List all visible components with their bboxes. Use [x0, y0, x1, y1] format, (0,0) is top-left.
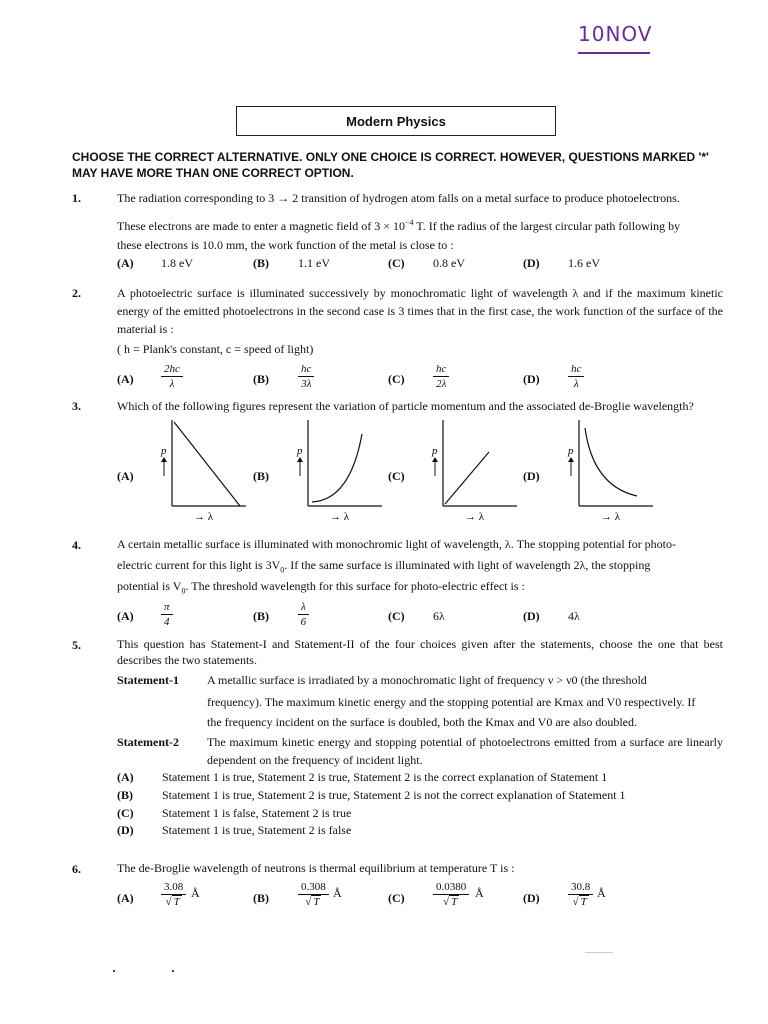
q6-opt-d-label: (D)	[523, 891, 540, 905]
q4-opt-b-label: (B)	[253, 609, 269, 623]
q6-opt-d-fraction: $\frac{30.8}{√ T}$	[568, 880, 593, 909]
q5-alt-d-text: Statement 1 is true, Statement 2 is false	[162, 823, 352, 837]
q6-opt-a-unit: Å	[191, 886, 200, 900]
q3-graph-a	[158, 414, 250, 526]
q2-options	[117, 362, 723, 398]
q5-alt-c-text: Statement 1 is false, Statement 2 is true	[162, 806, 352, 820]
q6-text: The de-Broglie wavelength of neutrons is thermal equilibrium at temperature T is :	[117, 861, 515, 875]
scan-artifact-dot	[113, 970, 115, 972]
q5-statement1-line2: frequency). The maximum kinetic energy and the stopping potential are Kmax and V0 respectively. If	[207, 695, 696, 709]
q3-graph-c-xlabel: → λ	[465, 511, 485, 523]
handwritten-underline	[578, 52, 650, 54]
q1-line1: The radiation corresponding to 3 → 2 transition of hydrogen atom falls on a metal surface to produce photoelectrons.	[117, 191, 680, 205]
q3-graph-d	[565, 414, 657, 526]
q4-opt-c-value: 6λ	[433, 609, 445, 623]
q5-text: This question has Statement-I and Statement-II of the four choices given after the statements, choose the one that best describes the two statements.	[117, 637, 723, 667]
q1-opt-c-label: (C)	[388, 256, 405, 270]
q2-opt-a-fraction: $\frac{2hc}{\lambda}$	[161, 362, 183, 391]
q2-note: ( h = Plank's constant, c = speed of light)	[117, 342, 314, 356]
q3-graph-b-xlabel: → λ	[330, 511, 350, 523]
q6-opt-a-fraction: $\frac{3.08}{√ T}$	[161, 880, 186, 909]
q1-options	[117, 256, 723, 276]
q3-graph-d-curve	[585, 428, 637, 496]
q5-statement1-line3: the frequency incident on the surface is doubled, both the Kmax and V0 are also doubled.	[207, 715, 637, 729]
scan-artifact-dot	[172, 970, 174, 972]
q1-opt-b-value: 1.1 eV	[298, 256, 330, 270]
q4-opt-d-value: 4λ	[568, 609, 580, 623]
q1-opt-a-label: (A)	[117, 256, 134, 270]
q3-opt-c-label: (C)	[388, 469, 405, 483]
q6-options	[117, 880, 723, 918]
q5-number: 5.	[72, 638, 81, 652]
q5-alt-a-text: Statement 1 is true, Statement 2 is true, Statement 2 is the correct explanation of Statement 1	[162, 770, 608, 784]
page-title: Modern Physics	[236, 106, 556, 136]
q1-opt-d-label: (D)	[523, 256, 540, 270]
q5-statement2-label: Statement-2	[117, 735, 179, 749]
q5-alt-b-text: Statement 1 is true, Statement 2 is true, Statement 2 is not the correct explanation of Statement 1	[162, 788, 626, 802]
q3-graph-a-curve	[174, 422, 240, 506]
q5-statement1-line1: A metallic surface is irradiated by a monochromatic light of frequency ν > ν0 (the threshold	[207, 673, 647, 687]
q2-opt-c-fraction: $\frac{hc}{2\lambda}$	[433, 362, 449, 391]
q6-opt-c-fraction: $\frac{0.0380}{√ T}$	[433, 880, 469, 909]
q5-statement2-text: The maximum kinetic energy and stopping potential of photoelectrons emitted from a surface are linearly dependent on the frequency of incident light.	[207, 735, 723, 767]
q5-statement1-label: Statement-1	[117, 673, 179, 687]
q1-line2: These electrons are made to enter a magnetic field of $3 \times 10^{-4}$ T. If the radius of the largest circular path following by	[117, 218, 681, 233]
q3-text: Which of the following figures represent the variation of particle momentum and the associated de-Broglie wavelength?	[117, 399, 694, 413]
q2-opt-d-label: (D)	[523, 372, 540, 386]
q3-graph-d-xlabel: → λ	[601, 511, 621, 523]
q1-opt-c-value: 0.8 eV	[433, 256, 465, 270]
q4-opt-a-fraction: $\frac{\pi}{4}$	[161, 600, 173, 629]
q4-line1: A certain metallic surface is illuminated with monochromic light of wavelength, λ. The stopping potential for photo-	[117, 537, 677, 551]
q5-alt-b-label: (B)	[117, 788, 133, 802]
q6-opt-a-label: (A)	[117, 891, 134, 905]
q4-line3: potential is $V_0$. The threshold wavelength for this surface for photo-electric effect is :	[117, 579, 525, 596]
q1-opt-a-value: 1.8 eV	[161, 256, 193, 270]
q6-opt-b-fraction: $\frac{0.308}{√ T}$	[298, 880, 329, 909]
q2-opt-a-label: (A)	[117, 372, 134, 386]
q2-number: 2.	[72, 286, 81, 300]
q5-alt-a-label: (A)	[117, 770, 134, 784]
q3-opt-d-label: (D)	[523, 469, 540, 483]
q6-opt-d-unit: Å	[597, 886, 606, 900]
q3-opt-a-label: (A)	[117, 469, 134, 483]
scan-artifact-line	[585, 952, 613, 953]
q4-number: 4.	[72, 538, 81, 552]
q4-opt-d-label: (D)	[523, 609, 540, 623]
q3-graph-c-ylabel: p	[432, 445, 438, 457]
q6-opt-c-unit: Å	[475, 886, 484, 900]
q3-graph-a-xlabel: → λ	[194, 511, 214, 523]
q4-opt-c-label: (C)	[388, 609, 405, 623]
q6-opt-b-label: (B)	[253, 891, 269, 905]
q2-opt-c-label: (C)	[388, 372, 405, 386]
instructions: CHOOSE THE CORRECT ALTERNATIVE. ONLY ONE CHOICE IS CORRECT. HOWEVER, QUESTIONS MARKED '*' MAY HAVE MORE THAN ONE CORRECT OPTION.	[72, 150, 709, 180]
q2-opt-b-fraction: $\frac{hc}{3\lambda}$	[298, 362, 314, 391]
q3-graph-b-ylabel: p	[297, 445, 303, 457]
q5-alt-c-label: (C)	[117, 806, 134, 820]
q1-line3: these electrons is 10.0 mm, the work function of the metal is close to :	[117, 238, 454, 252]
q3-graph-b-curve	[312, 434, 362, 502]
q4-options	[117, 600, 723, 634]
handwritten-note: 10NOV	[578, 22, 653, 46]
q4-opt-b-fraction: $\frac{\lambda}{6}$	[298, 600, 309, 629]
q6-opt-c-label: (C)	[388, 891, 405, 905]
q1-opt-b-label: (B)	[253, 256, 269, 270]
q2-text: A photoelectric surface is illuminated successively by monochromatic light of wavelength λ and if the maximum kinetic energy of the emitted photoelectrons in the second case is 3 times that in the first case, the work function of the surface of the material is :	[117, 286, 723, 336]
q5-alt-d-label: (D)	[117, 823, 134, 837]
q6-number: 6.	[72, 862, 81, 876]
q3-graph-b	[294, 414, 386, 526]
q1-opt-d-value: 1.6 eV	[568, 256, 600, 270]
q4-line2: electric current for this light is $3V_0$. If the same surface is illuminated with light of wavelength 2λ, the stopping	[117, 558, 651, 575]
q3-opt-b-label: (B)	[253, 469, 269, 483]
q6-opt-b-unit: Å	[333, 886, 342, 900]
q3-graph-a-ylabel: p	[161, 445, 167, 457]
q2-opt-d-fraction: $\frac{hc}{\lambda}$	[568, 362, 584, 391]
q3-graph-c	[429, 414, 521, 526]
q1-number: 1.	[72, 191, 81, 205]
q3-graph-c-curve	[445, 452, 489, 504]
q3-graph-d-ylabel: p	[568, 445, 574, 457]
q3-number: 3.	[72, 399, 81, 413]
q4-opt-a-label: (A)	[117, 609, 134, 623]
q2-opt-b-label: (B)	[253, 372, 269, 386]
